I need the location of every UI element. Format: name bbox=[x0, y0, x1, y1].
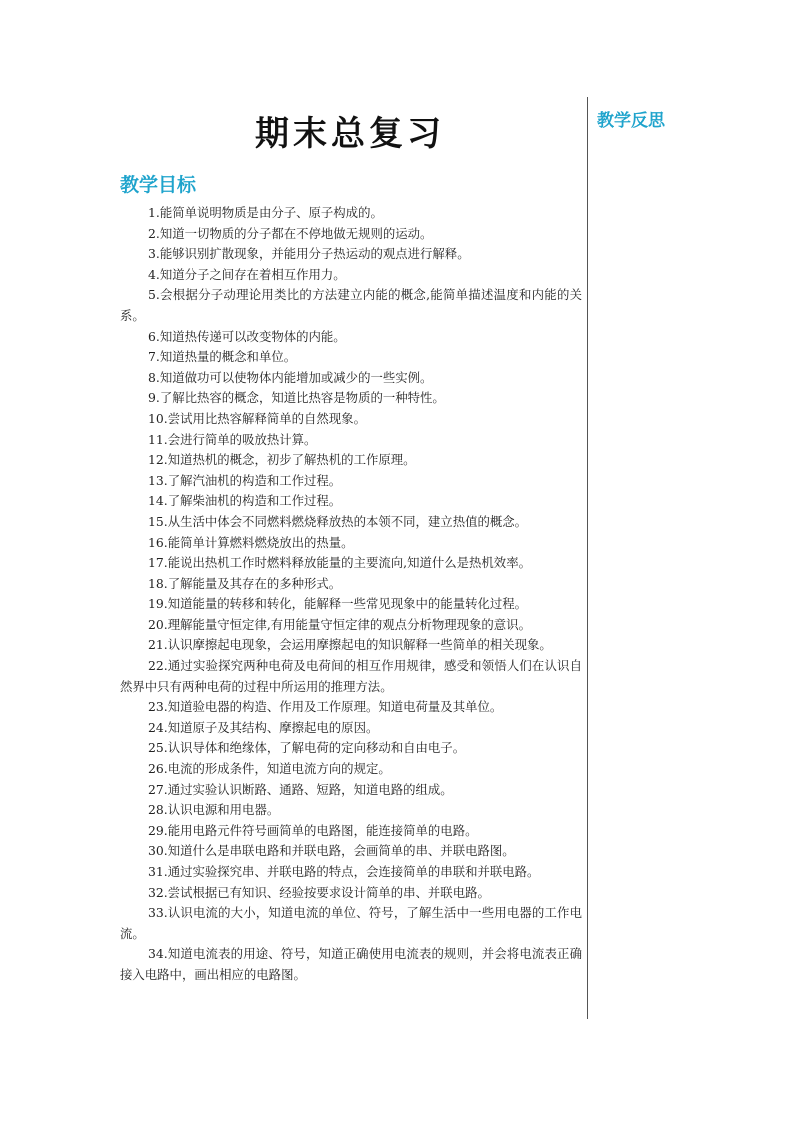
objective-item: 1.能简单说明物质是由分子、原子构成的。 bbox=[148, 205, 383, 220]
objective-item: 20.理解能量守恒定律,有用能量守恒定律的观点分析物理现象的意识。 bbox=[148, 616, 531, 632]
objective-item: 15.从生活中体会不同燃料燃烧释放热的本领不同，建立热值的概念。 bbox=[148, 513, 528, 529]
objective-item: 17.能说出热机工作时燃料释放能量的主要流向,知道什么是热机效率。 bbox=[148, 555, 531, 571]
objective-item: 5.会根据分子动理论用类比的方法建立内能的概念,能简单描述温度和内能的关系。 bbox=[120, 287, 582, 323]
objective-item: 27.通过实验认识断路、通路、短路，知道电路的组成。 bbox=[148, 781, 453, 797]
objective-item: 26.电流的形成条件，知道电流方向的规定。 bbox=[148, 761, 391, 777]
objective-item: 11.会进行简单的吸放热计算。 bbox=[148, 431, 317, 447]
objective-item: 12.知道热机的概念，初步了解热机的工作原理。 bbox=[148, 452, 416, 468]
objective-item: 4.知道分子之间存在着相互作用力。 bbox=[148, 266, 346, 282]
objective-item: 18.了解能量及其存在的多种形式。 bbox=[148, 575, 342, 591]
objective-item: 25.认识导体和绝缘体，了解电荷的定向移动和自由电子。 bbox=[148, 740, 466, 756]
objective-item: 21.认识摩擦起电现象，会运用摩擦起电的知识解释一些简单的相关现象。 bbox=[148, 637, 552, 653]
objective-item: 2.知道一切物质的分子都在不停地做无规则的运动。 bbox=[148, 225, 433, 241]
objective-item: 16.能简单计算燃料燃烧放出的热量。 bbox=[148, 534, 354, 550]
objective-item: 19.知道能量的转移和转化，能解释一些常见现象中的能量转化过程。 bbox=[148, 596, 528, 612]
objective-item: 13.了解汽油机的构造和工作过程。 bbox=[148, 472, 342, 488]
objective-item: 29.能用电路元件符号画简单的电路图，能连接简单的电路。 bbox=[148, 822, 478, 838]
page-title: 期末总复习 bbox=[255, 114, 445, 154]
objective-item: 32.尝试根据已有知识、经验按要求设计简单的串、并联电路。 bbox=[148, 884, 490, 900]
objective-item: 33.认识电流的大小，知道电流的单位、符号，了解生活中一些用电器的工作电流。 bbox=[120, 905, 582, 941]
objective-item: 34.知道电流表的用途、符号，知道正确使用电流表的规则，并会将电流表正确接入电路中，画出相应的电路图。 bbox=[120, 946, 582, 982]
objective-item: 31.通过实验探究串、并联电路的特点，会连接简单的串联和并联电路。 bbox=[148, 864, 540, 879]
section-heading-teaching-objectives: 教学目标 bbox=[120, 174, 197, 196]
objective-item: 8.知道做功可以使物体内能增加或减少的一些实例。 bbox=[148, 369, 433, 385]
objective-item: 22.通过实验探究两种电荷及电荷间的相互作用规律，感受和领悟人们在认识自然界中只有两种电荷的过程中所运用的推理方法。 bbox=[120, 658, 582, 694]
objective-item: 28.认识电源和用电器。 bbox=[148, 802, 280, 818]
objective-item: 9.了解比热容的概念，知道比热容是物质的一种特性。 bbox=[148, 390, 445, 406]
objective-item: 30.知道什么是串联电路和并联电路，会画简单的串、并联电路图。 bbox=[148, 843, 515, 859]
objective-item: 3.能够识别扩散现象，并能用分子热运动的观点进行解释。 bbox=[148, 246, 470, 262]
objective-item: 14.了解柴油机的构造和工作过程。 bbox=[148, 493, 342, 509]
objective-item: 24.知道原子及其结构、摩擦起电的原因。 bbox=[148, 719, 379, 735]
objectives-list bbox=[120, 203, 582, 986]
column-divider bbox=[587, 97, 588, 1019]
side-heading-teaching-reflection: 教学反思 bbox=[597, 111, 665, 131]
objective-item: 7.知道热量的概念和单位。 bbox=[148, 349, 297, 365]
objective-item: 10.尝试用比热容解释简单的自然现象。 bbox=[148, 410, 366, 426]
objective-item: 23.知道验电器的构造、作用及工作原理。知道电荷量及其单位。 bbox=[148, 699, 503, 715]
objective-item: 6.知道热传递可以改变物体的内能。 bbox=[148, 328, 346, 344]
